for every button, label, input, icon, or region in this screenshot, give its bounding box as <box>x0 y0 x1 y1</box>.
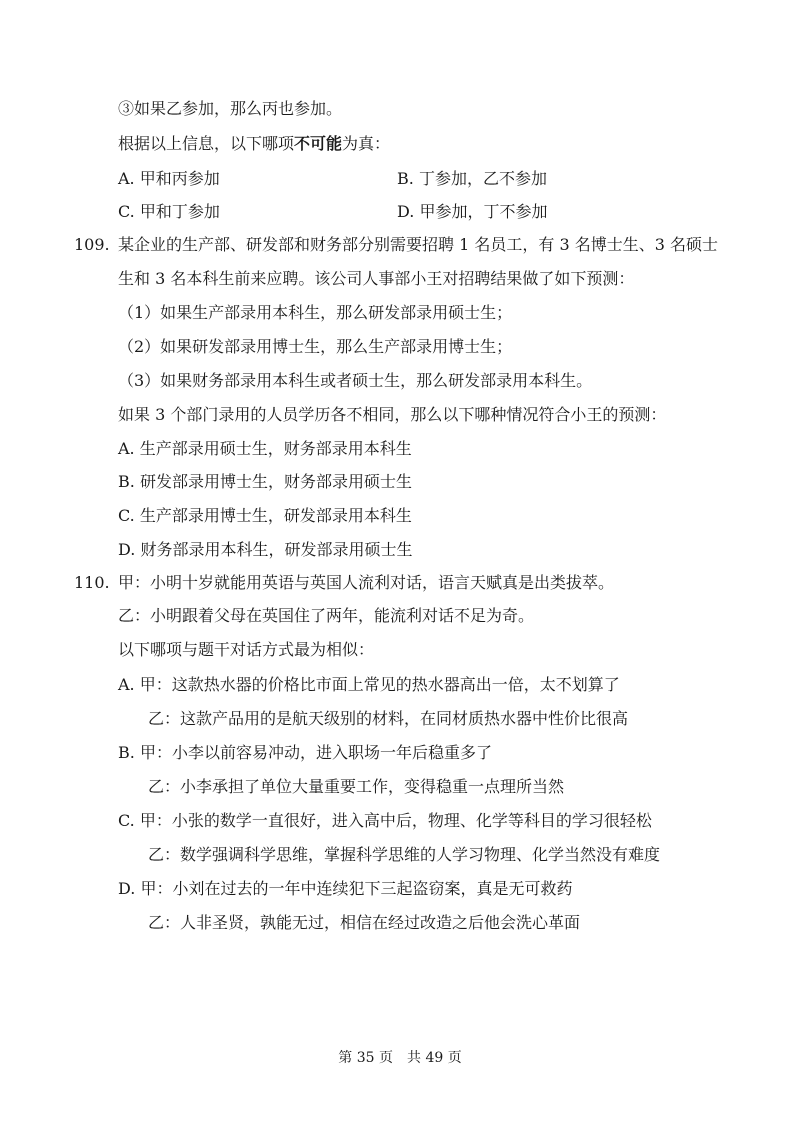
prev-option-a: A. 甲和丙参加 <box>118 169 220 188</box>
q109-option-d: D. 财务部录用本科生，研发部录用硕士生 <box>118 540 413 559</box>
q110-jia: 甲：小明十岁就能用英语与英国人流利对话，语言天赋真是出类拔萃。 <box>118 573 615 592</box>
question-number-110: 110. <box>74 573 110 592</box>
prev-option-c: C. 甲和丁参加 <box>118 202 220 221</box>
q110-question: 以下哪项与题干对话方式最为相似： <box>118 640 375 659</box>
q110-option-a-yi: 乙：这款产品用的是航天级别的材料，在同材质热水器中性价比很高 <box>148 709 629 728</box>
q110-option-b-jia: B. 甲：小李以前容易冲动，进入职场一年后稳重多了 <box>118 743 492 762</box>
q110-option-c-yi: 乙：数学强调科学思维，掌握科学思维的人学习物理、化学当然没有难度 <box>148 845 661 864</box>
q110-option-d-yi: 乙：人非圣贤，孰能无过，相信在经过改造之后他会洗心革面 <box>148 913 581 932</box>
prev-option-b: B. 丁参加，乙不参加 <box>397 169 547 188</box>
q109-stem-line2: 生和 3 名本科生前来应聘。该公司人事部小王对招聘结果做了如下预测： <box>118 269 635 288</box>
condition-3: ③如果乙参加，那么丙也参加。 <box>118 99 343 118</box>
emphasis-text: 不可能 <box>294 134 343 153</box>
q110-option-b-yi: 乙：小李承担了单位大量重要工作，变得稳重一点理所当然 <box>148 777 565 796</box>
q109-prediction-2: （2）如果研发部录用博士生，那么生产部录用博士生； <box>118 337 513 356</box>
q110-option-a-jia: A. 甲：这款热水器的价格比市面上常见的热水器高出一倍，太不划算了 <box>118 675 620 694</box>
prev-option-d: D. 甲参加，丁不参加 <box>397 202 548 221</box>
q110-option-c-jia: C. 甲：小张的数学一直很好，进入高中后，物理、化学等科目的学习很轻松 <box>118 811 652 830</box>
q109-option-c: C. 生产部录用博士生，研发部录用本科生 <box>118 506 412 525</box>
q110-option-d-jia: D. 甲：小刘在过去的一年中连续犯下三起盗窃案，真是无可救药 <box>118 879 573 898</box>
q109-question: 如果 3 个部门录用的人员学历各不相同，那么以下哪种情况符合小王的预测： <box>118 405 667 424</box>
q109-prediction-3: （3）如果财务部录用本科生或者硕士生，那么研发部录用本科生。 <box>118 371 593 390</box>
q110-yi: 乙：小明跟着父母在英国住了两年，能流利对话不足为奇。 <box>118 606 535 625</box>
prev-question-stem: 根据以上信息，以下哪项不可能为真： <box>118 134 391 153</box>
page-number: 第 35 页 共 49 页 <box>338 1050 462 1066</box>
question-number-109: 109. <box>74 235 110 254</box>
q109-option-a: A. 生产部录用硕士生，财务部录用本科生 <box>118 439 412 458</box>
q109-prediction-1: （1）如果生产部录用本科生，那么研发部录用硕士生； <box>118 303 513 322</box>
q109-option-b: B. 研发部录用博士生，财务部录用硕士生 <box>118 472 412 491</box>
q109-stem-line1: 某企业的生产部、研发部和财务部分别需要招聘 1 名员工，有 3 名博士生、3 名硕士 <box>118 235 718 254</box>
